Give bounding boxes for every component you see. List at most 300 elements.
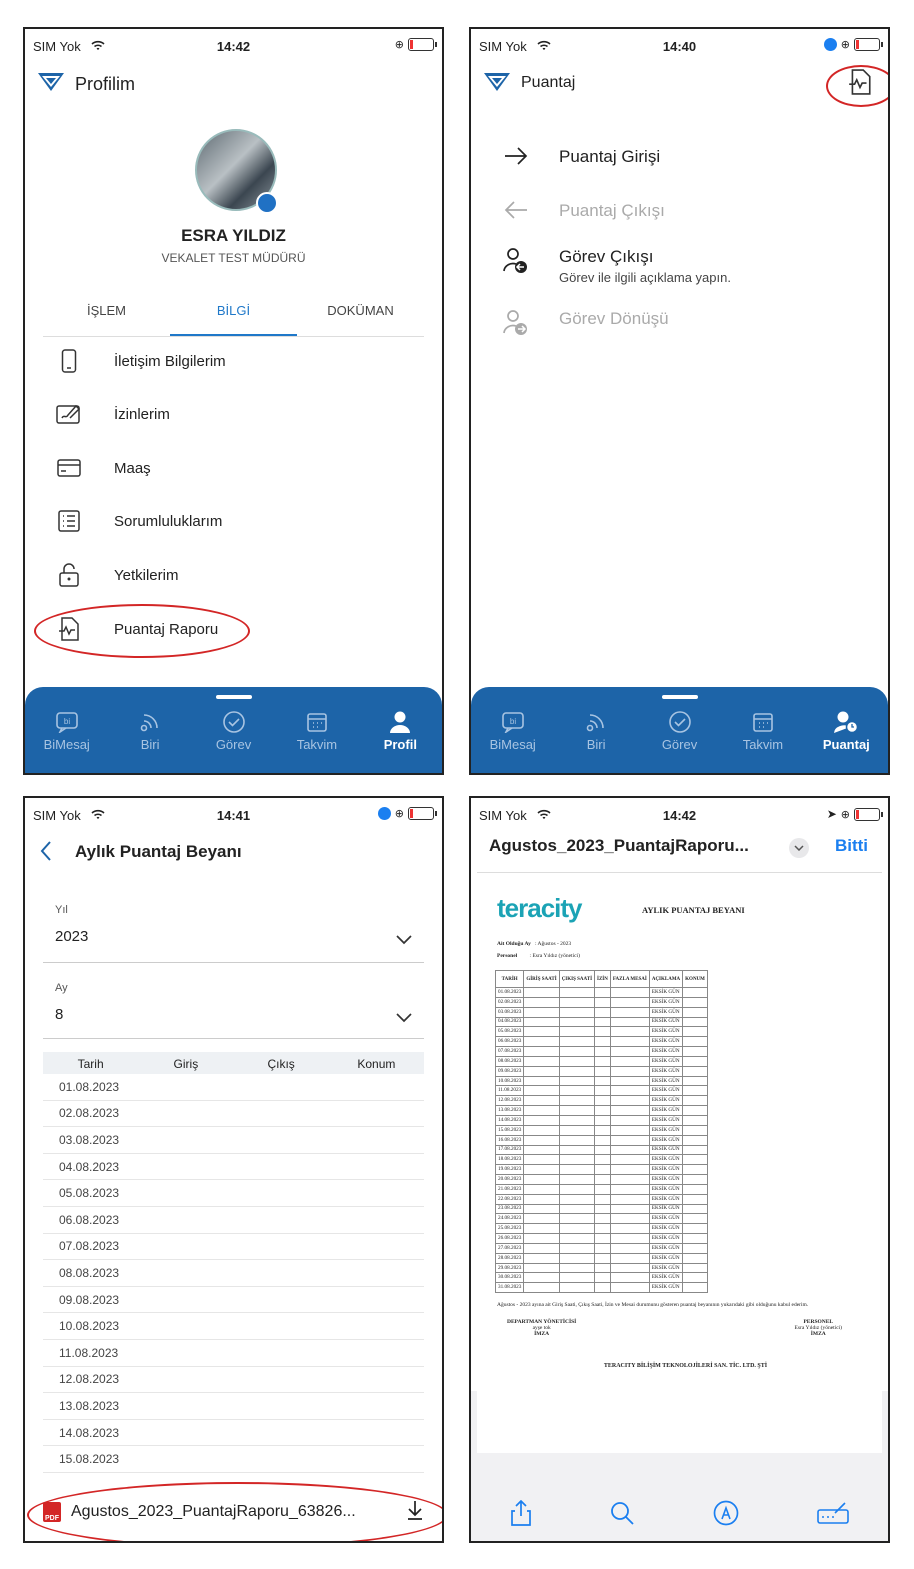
tab-takvim[interactable]: Takvim xyxy=(721,709,804,752)
table-row[interactable] xyxy=(43,1420,424,1447)
signature-icon[interactable] xyxy=(817,1502,849,1529)
pdf-empty-cell xyxy=(595,1253,611,1263)
pdf-empty-cell xyxy=(683,1175,708,1185)
pdf-empty-cell xyxy=(610,1214,649,1224)
pdf-empty-cell xyxy=(595,1076,611,1086)
rotation-lock-icon: ⊕ xyxy=(840,39,850,51)
pdf-empty-cell xyxy=(524,1047,559,1057)
pdf-empty-cell xyxy=(683,1056,708,1066)
pdf-empty-cell xyxy=(524,1224,559,1234)
table-row[interactable] xyxy=(43,1287,424,1314)
pdf-note-cell: EKSİK GÜN xyxy=(649,1007,682,1017)
share-icon[interactable] xyxy=(510,1500,532,1531)
item-label: Görev Dönüşü xyxy=(559,309,669,328)
pdf-empty-cell xyxy=(559,1263,594,1273)
pdf-date-cell: 27.08.2023 xyxy=(496,1243,524,1253)
pdf-empty-cell xyxy=(524,1037,559,1047)
company-logo: teracity xyxy=(497,893,582,923)
pdf-empty-cell xyxy=(524,1184,559,1194)
user-role: VEKALET TEST MÜDÜRÜ xyxy=(161,251,306,265)
pdf-empty-cell xyxy=(683,1204,708,1214)
pdf-empty-cell xyxy=(595,1135,611,1145)
svg-text:bi: bi xyxy=(63,717,70,726)
pdf-empty-cell xyxy=(610,1056,649,1066)
phone-icon xyxy=(55,347,83,375)
pdf-empty-cell xyxy=(610,1175,649,1185)
pdf-empty-cell xyxy=(559,1047,594,1057)
document-title: Agustos_2023_PuantajRaporu... xyxy=(489,836,749,855)
pdf-note-cell: EKSİK GÜN xyxy=(649,1175,682,1185)
tab-biri[interactable]: Biri xyxy=(108,709,191,752)
pdf-empty-cell xyxy=(524,1204,559,1214)
pdf-date-cell: 14.08.2023 xyxy=(496,1115,524,1125)
puantaj-giris-item[interactable] xyxy=(501,147,660,167)
drag-handle[interactable] xyxy=(662,695,698,699)
tab-bimesaj[interactable]: bi BiMesaj xyxy=(471,709,554,752)
pdf-empty-cell xyxy=(595,997,611,1007)
pdf-table-row xyxy=(496,1056,708,1066)
tab-takvim[interactable]: Takvim xyxy=(275,709,358,752)
location-arrow-icon: ➤ xyxy=(826,807,837,821)
status-bar xyxy=(471,798,888,832)
item-subtitle: Görev ile ilgili açıklama yapın. xyxy=(559,270,731,285)
pdf-empty-cell xyxy=(610,1086,649,1096)
pdf-col-header: GİRİŞ SAATİ xyxy=(524,971,559,988)
pdf-empty-cell xyxy=(610,1106,649,1116)
month-label: Ay xyxy=(55,982,68,994)
pdf-note-cell: EKSİK GÜN xyxy=(649,1204,682,1214)
table-row[interactable] xyxy=(43,1101,424,1128)
pdf-date-cell: 30.08.2023 xyxy=(496,1273,524,1283)
pdf-empty-cell xyxy=(595,1175,611,1185)
status-bar xyxy=(25,798,442,832)
tab-dokuman[interactable]: DOKÜMAN xyxy=(327,303,394,318)
company-name: TERACITY BİLİŞİM TEKNOLOJİLERİ SAN. TİC. LTD. ŞTİ xyxy=(603,1363,768,1369)
pdf-empty-cell xyxy=(524,1096,559,1106)
pdf-empty-cell xyxy=(595,988,611,998)
pdf-table-row xyxy=(496,997,708,1007)
check-circle-icon xyxy=(192,709,275,735)
pdf-date-cell: 21.08.2023 xyxy=(496,1184,524,1194)
check-circle-icon xyxy=(638,709,721,735)
pdf-empty-cell xyxy=(610,1184,649,1194)
pdf-date-cell: 18.08.2023 xyxy=(496,1155,524,1165)
pdf-table-row xyxy=(496,1273,708,1283)
rotation-lock-icon: ⊕ xyxy=(394,808,404,820)
pdf-date-cell: 20.08.2023 xyxy=(496,1175,524,1185)
pdf-date-cell: 05.08.2023 xyxy=(496,1027,524,1037)
pdf-empty-cell xyxy=(559,997,594,1007)
pdf-empty-cell xyxy=(524,1214,559,1224)
app-logo-icon xyxy=(483,71,511,98)
pdf-date-cell: 28.08.2023 xyxy=(496,1253,524,1263)
pdf-note-cell: EKSİK GÜN xyxy=(649,1066,682,1076)
table-row[interactable] xyxy=(43,1180,424,1207)
pdf-empty-cell xyxy=(595,1145,611,1155)
tab-islem[interactable]: İŞLEM xyxy=(86,303,126,318)
pdf-date-cell: 26.08.2023 xyxy=(496,1234,524,1244)
pdf-empty-cell xyxy=(595,1155,611,1165)
pdf-empty-cell xyxy=(610,1135,649,1145)
pdf-empty-cell xyxy=(524,988,559,998)
pdf-empty-cell xyxy=(595,1165,611,1175)
pdf-table-row xyxy=(496,1037,708,1047)
pdf-empty-cell xyxy=(683,988,708,998)
table-row[interactable] xyxy=(43,1207,424,1234)
table-row[interactable] xyxy=(43,1154,424,1181)
page-title: Profilim xyxy=(75,74,136,94)
pdf-date-cell: 29.08.2023 xyxy=(496,1263,524,1273)
pdf-col-header: AÇIKLAMA xyxy=(649,971,682,988)
user-name: ESRA YILDIZ xyxy=(181,226,286,245)
pdf-empty-cell xyxy=(683,1017,708,1027)
pdf-empty-cell xyxy=(524,1194,559,1204)
pdf-empty-cell xyxy=(559,1194,594,1204)
pdf-empty-cell xyxy=(559,988,594,998)
month-label: Ait Olduğu Ay xyxy=(497,941,531,947)
app-logo-icon xyxy=(37,71,65,98)
puantaj-screen xyxy=(469,27,890,775)
tab-bilgi[interactable]: BİLGİ xyxy=(170,291,297,336)
person-exit-icon xyxy=(501,247,531,275)
arrow-right-icon xyxy=(501,147,531,165)
pdf-date-cell: 25.08.2023 xyxy=(496,1224,524,1234)
pdf-empty-cell xyxy=(595,1243,611,1253)
pdf-empty-cell xyxy=(610,1047,649,1057)
pdf-empty-cell xyxy=(683,1283,708,1293)
tab-bimesaj[interactable]: bi BiMesaj xyxy=(25,709,108,752)
pdf-empty-cell xyxy=(595,1096,611,1106)
pdf-empty-cell xyxy=(524,1086,559,1096)
bottom-tab-bar xyxy=(25,687,442,773)
pdf-empty-cell xyxy=(559,1115,594,1125)
pdf-empty-cell xyxy=(559,1214,594,1224)
pdf-table-row xyxy=(496,1027,708,1037)
pdf-empty-cell xyxy=(524,1007,559,1017)
pdf-note-cell: EKSİK GÜN xyxy=(649,1184,682,1194)
pdf-empty-cell xyxy=(610,988,649,998)
pdf-note-cell: EKSİK GÜN xyxy=(649,1037,682,1047)
pdf-empty-cell xyxy=(559,1076,594,1086)
date-cell: 11.08.2023 xyxy=(59,1345,119,1360)
pdf-col-header: TARİH xyxy=(496,971,524,988)
pdf-table-row xyxy=(496,1086,708,1096)
pdf-empty-cell xyxy=(683,1194,708,1204)
viewer-toolbar xyxy=(471,1495,888,1535)
location-icon xyxy=(824,38,837,51)
table-row[interactable] xyxy=(43,1367,424,1394)
carrier-label: SIM Yok xyxy=(479,808,527,823)
pdf-empty-cell xyxy=(683,1066,708,1076)
card-icon xyxy=(55,454,83,482)
calendar-icon xyxy=(275,709,358,735)
date-cell: 05.08.2023 xyxy=(59,1186,120,1201)
pdf-table-row xyxy=(496,1115,708,1125)
date-cell: 13.08.2023 xyxy=(59,1398,120,1413)
drag-handle[interactable] xyxy=(216,695,252,699)
col-header: Tarih xyxy=(77,1057,104,1071)
done-button[interactable]: Bitti xyxy=(834,836,868,855)
menu-item-iletisim[interactable] xyxy=(55,341,226,381)
chat-icon xyxy=(25,709,108,735)
tab-gorev[interactable]: Görev xyxy=(192,709,275,752)
tab-puantaj[interactable]: Puantaj xyxy=(805,709,888,752)
pdf-table-row xyxy=(496,1165,708,1175)
pdf-table-row xyxy=(496,1017,708,1027)
pdf-empty-cell xyxy=(524,1243,559,1253)
date-cell: 12.08.2023 xyxy=(59,1372,120,1387)
pdf-table-row xyxy=(496,1145,708,1155)
pdf-note-cell: EKSİK GÜN xyxy=(649,997,682,1007)
pdf-date-cell: 08.08.2023 xyxy=(496,1056,524,1066)
pdf-note-cell: EKSİK GÜN xyxy=(649,1234,682,1244)
divider xyxy=(43,962,424,963)
pdf-empty-cell xyxy=(559,1096,594,1106)
pdf-note-cell: EKSİK GÜN xyxy=(649,1194,682,1204)
pdf-empty-cell xyxy=(559,1017,594,1027)
col-header: Konum xyxy=(357,1057,396,1071)
pdf-empty-cell xyxy=(559,1253,594,1263)
pdf-empty-cell xyxy=(610,1037,649,1047)
pdf-empty-cell xyxy=(595,1184,611,1194)
pdf-empty-cell xyxy=(524,1017,559,1027)
pdf-empty-cell xyxy=(595,1027,611,1037)
gorev-cikis-item[interactable] xyxy=(501,247,731,285)
date-cell: 10.08.2023 xyxy=(59,1319,120,1334)
date-cell: 02.08.2023 xyxy=(59,1106,120,1121)
month-select[interactable]: 8 xyxy=(55,1006,64,1023)
pdf-empty-cell xyxy=(683,1155,708,1165)
chevron-down-icon[interactable] xyxy=(396,1010,412,1028)
pdf-empty-cell xyxy=(610,1066,649,1076)
pdf-note-cell: EKSİK GÜN xyxy=(649,1243,682,1253)
date-cell: 09.08.2023 xyxy=(59,1292,120,1307)
markup-icon[interactable] xyxy=(713,1500,739,1531)
broadcast-icon xyxy=(108,709,191,735)
pdf-table-row xyxy=(496,1007,708,1017)
pdf-date-cell: 31.08.2023 xyxy=(496,1283,524,1293)
pdf-empty-cell xyxy=(559,1066,594,1076)
pdf-empty-cell xyxy=(559,1125,594,1135)
pdf-empty-cell xyxy=(524,1027,559,1037)
pdf-empty-cell xyxy=(610,1096,649,1106)
rotation-lock-icon: ⊕ xyxy=(840,808,850,821)
divider xyxy=(43,1038,424,1039)
person-return-icon xyxy=(501,309,531,337)
clock: 14:40 xyxy=(662,39,697,54)
pdf-note-cell: EKSİK GÜN xyxy=(649,1253,682,1263)
date-cell: 04.08.2023 xyxy=(59,1159,120,1174)
pdf-empty-cell xyxy=(595,1234,611,1244)
pdf-table-row xyxy=(496,1096,708,1106)
person-value: : Esra Yıldız (yönetici) xyxy=(529,953,580,959)
pdf-date-cell: 19.08.2023 xyxy=(496,1165,524,1175)
pdf-empty-cell xyxy=(595,1047,611,1057)
bottom-tab-bar xyxy=(471,687,888,773)
pdf-empty-cell xyxy=(595,1283,611,1293)
pdf-empty-cell xyxy=(524,1273,559,1283)
pdf-empty-cell xyxy=(610,1204,649,1214)
pdf-empty-cell xyxy=(610,1224,649,1234)
pdf-empty-cell xyxy=(559,1135,594,1145)
list-icon xyxy=(55,507,83,535)
table-row[interactable] xyxy=(43,1234,424,1261)
pdf-empty-cell xyxy=(524,1234,559,1244)
tab-biri[interactable]: Biri xyxy=(554,709,637,752)
pdf-col-header: FAZLA MESAİ xyxy=(610,971,649,988)
pdf-empty-cell xyxy=(683,1145,708,1155)
pdf-empty-cell xyxy=(559,1283,594,1293)
pdf-page[interactable] xyxy=(477,872,882,1453)
pdf-empty-cell xyxy=(683,1076,708,1086)
back-arrow-icon[interactable] xyxy=(39,840,53,867)
pdf-empty-cell xyxy=(595,1066,611,1076)
pdf-note-cell: EKSİK GÜN xyxy=(649,1263,682,1273)
pdf-note-cell: EKSİK GÜN xyxy=(649,988,682,998)
pdf-note-cell: EKSİK GÜN xyxy=(649,1027,682,1037)
battery-icon xyxy=(854,38,880,51)
pdf-date-cell: 16.08.2023 xyxy=(496,1135,524,1145)
menu-item-label: Sorumluluklarım xyxy=(114,512,223,530)
pdf-date-cell: 23.08.2023 xyxy=(496,1204,524,1214)
camera-icon[interactable] xyxy=(256,192,278,214)
battery-icon xyxy=(854,808,880,821)
pdf-empty-cell xyxy=(595,1106,611,1116)
highlight-annotation xyxy=(34,604,250,658)
pdf-empty-cell xyxy=(595,1056,611,1066)
page-title: Puantaj xyxy=(521,74,576,91)
pdf-empty-cell xyxy=(610,1263,649,1273)
tab-profil[interactable]: Profil xyxy=(359,709,442,752)
table-row[interactable] xyxy=(43,1074,424,1101)
menu-item-izinler[interactable] xyxy=(55,394,170,434)
pdf-empty-cell xyxy=(610,1125,649,1135)
pdf-empty-cell xyxy=(595,1017,611,1027)
pdf-table-row xyxy=(496,1175,708,1185)
pdf-empty-cell xyxy=(524,1155,559,1165)
pdf-empty-cell xyxy=(610,1155,649,1165)
pdf-table-row xyxy=(496,1125,708,1135)
table-row[interactable] xyxy=(43,1313,424,1340)
highlight-annotation xyxy=(826,65,890,107)
pdf-table-row xyxy=(496,1243,708,1253)
pdf-empty-cell xyxy=(683,1165,708,1175)
pdf-empty-cell xyxy=(524,1165,559,1175)
menu-item-yetkiler[interactable] xyxy=(55,555,178,595)
pdf-date-cell: 13.08.2023 xyxy=(496,1106,524,1116)
pdf-table-row xyxy=(496,1214,708,1224)
table-row[interactable] xyxy=(43,1446,424,1473)
pdf-col-header: KONUM xyxy=(683,971,708,988)
date-cell: 14.08.2023 xyxy=(59,1425,120,1440)
pdf-empty-cell xyxy=(683,1253,708,1263)
pdf-note-cell: EKSİK GÜN xyxy=(649,1165,682,1175)
pdf-table-row xyxy=(496,1224,708,1234)
download-filename: Agustos_2023_PuantajRaporu_63826... xyxy=(71,1503,356,1520)
pdf-empty-cell xyxy=(683,1135,708,1145)
statement-text: Ağustos - 2023 ayına ait Giriş Saati, Çıkış Saati, İzin ve Mesai durumunu gösteren puantaj beyanının yukarıdaki gibi olduğunu kabul ederim. xyxy=(497,1302,809,1308)
pdf-empty-cell xyxy=(683,1115,708,1125)
table-row[interactable] xyxy=(43,1260,424,1287)
pdf-empty-cell xyxy=(610,1194,649,1204)
pdf-date-cell: 09.08.2023 xyxy=(496,1066,524,1076)
pdf-empty-cell xyxy=(595,1125,611,1135)
pdf-date-cell: 01.08.2023 xyxy=(496,988,524,998)
status-bar xyxy=(471,29,888,63)
pdf-empty-cell xyxy=(524,1106,559,1116)
pdf-empty-cell xyxy=(610,1115,649,1125)
pdf-note-cell: EKSİK GÜN xyxy=(649,1096,682,1106)
menu-item-label: Yetkilerim xyxy=(114,566,179,584)
table-row[interactable] xyxy=(43,1340,424,1367)
pdf-empty-cell xyxy=(524,1145,559,1155)
search-icon[interactable] xyxy=(610,1501,634,1530)
battery-icon xyxy=(408,807,434,820)
gorev-donus-item[interactable] xyxy=(501,309,669,337)
pdf-table-row xyxy=(496,1204,708,1214)
tab-gorev[interactable]: Görev xyxy=(638,709,721,752)
pdf-empty-cell xyxy=(559,1184,594,1194)
status-bar xyxy=(25,29,442,63)
pdf-empty-cell xyxy=(683,1037,708,1047)
table-row[interactable] xyxy=(43,1127,424,1154)
pdf-date-cell: 12.08.2023 xyxy=(496,1096,524,1106)
item-label: Görev Çıkışı xyxy=(559,247,654,266)
pdf-date-cell: 02.08.2023 xyxy=(496,997,524,1007)
pdf-empty-cell xyxy=(559,1007,594,1017)
chevron-down-icon[interactable] xyxy=(789,838,809,858)
pdf-empty-cell xyxy=(595,1214,611,1224)
chevron-down-icon[interactable] xyxy=(396,932,412,950)
clock: 14:42 xyxy=(216,39,251,54)
person-label: Personel xyxy=(497,953,518,959)
pdf-empty-cell xyxy=(559,1056,594,1066)
puantaj-cikis-item[interactable] xyxy=(501,201,665,221)
pdf-empty-cell xyxy=(559,1234,594,1244)
year-select[interactable]: 2023 xyxy=(55,928,89,945)
monthly-report-screen xyxy=(23,796,444,1543)
highlight-annotation xyxy=(27,1482,444,1543)
pdf-empty-cell xyxy=(595,1086,611,1096)
col-header: Çıkış xyxy=(267,1057,295,1071)
carrier-label: SIM Yok xyxy=(33,39,81,54)
pdf-date-cell: 15.08.2023 xyxy=(496,1125,524,1135)
table-row[interactable] xyxy=(43,1393,424,1420)
pdf-empty-cell xyxy=(524,1175,559,1185)
pdf-empty-cell xyxy=(683,1027,708,1037)
left-signature: DEPARTMAN YÖNETİCİSİ ayşe tok İMZA xyxy=(507,1319,577,1337)
pdf-date-cell: 10.08.2023 xyxy=(496,1076,524,1086)
menu-item-maas[interactable] xyxy=(55,448,151,488)
year-label: Yıl xyxy=(55,904,68,916)
pdf-empty-cell xyxy=(559,1204,594,1214)
pdf-note-cell: EKSİK GÜN xyxy=(649,1214,682,1224)
pdf-empty-cell xyxy=(595,1007,611,1017)
pdf-empty-cell xyxy=(610,1076,649,1086)
pdf-empty-cell xyxy=(559,1086,594,1096)
menu-item-label: İletişim Bilgilerim xyxy=(114,352,226,370)
pdf-note-cell: EKSİK GÜN xyxy=(649,1047,682,1057)
clock: 14:42 xyxy=(662,808,697,823)
pdf-col-header: ÇIKIŞ SAATİ xyxy=(559,971,594,988)
pdf-empty-cell xyxy=(559,1224,594,1234)
pdf-table-row xyxy=(496,1253,708,1263)
pdf-empty-cell xyxy=(595,1037,611,1047)
pdf-note-cell: EKSİK GÜN xyxy=(649,1135,682,1145)
pdf-date-cell: 03.08.2023 xyxy=(496,1007,524,1017)
menu-item-sorumluluklar[interactable] xyxy=(55,501,222,541)
pdf-empty-cell xyxy=(559,1155,594,1165)
